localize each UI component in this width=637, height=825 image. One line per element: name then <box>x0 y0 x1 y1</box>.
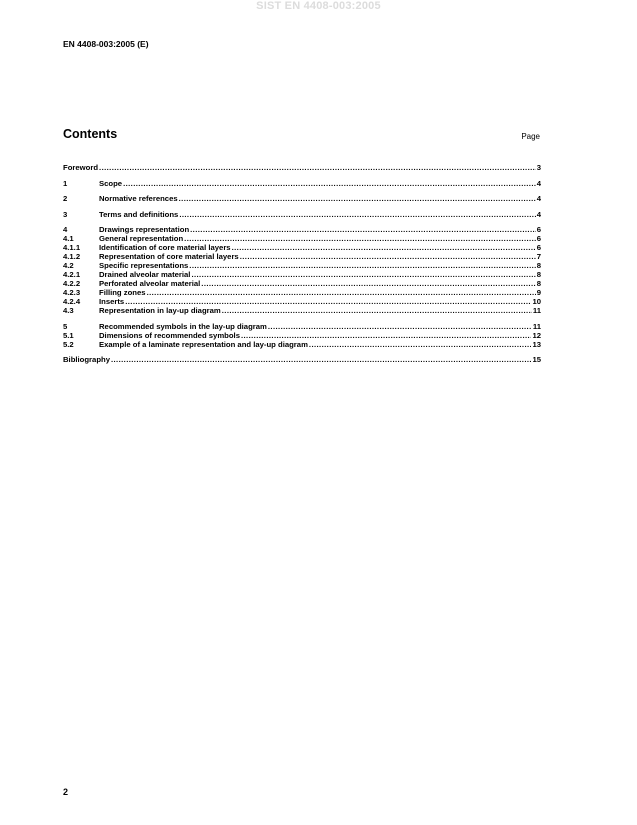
document-id: EN 4408-003:2005 (E) <box>63 39 149 49</box>
toc-title: Normative references <box>99 194 178 203</box>
toc-entry-bibliography[interactable] <box>63 355 541 364</box>
toc-number: 4.1 <box>63 234 74 243</box>
toc-page: 8 <box>536 270 541 279</box>
toc-entry-identification-core-layers[interactable] <box>63 243 541 252</box>
toc-page: 6 <box>536 234 541 243</box>
table-of-contents <box>63 163 541 364</box>
toc-leader <box>268 322 532 331</box>
toc-page: 11 <box>532 306 541 315</box>
toc-entry-representation-core-layers[interactable] <box>63 252 541 261</box>
toc-page: 7 <box>536 252 541 261</box>
toc-entry-normative-references[interactable] <box>63 194 541 203</box>
toc-page: 13 <box>532 339 541 349</box>
toc-entry-perforated-alveolar[interactable] <box>63 279 541 288</box>
toc-page: 6 <box>536 243 541 252</box>
toc-entry-drawings-representation[interactable] <box>63 225 541 234</box>
toc-title: Recommended symbols in the lay-up diagram <box>99 321 267 331</box>
toc-entry-drained-alveolar[interactable] <box>63 270 541 279</box>
toc-page: 11 <box>532 321 541 331</box>
toc-title: Foreword <box>63 163 99 172</box>
toc-number: 1 <box>63 178 68 188</box>
toc-leader <box>111 355 531 364</box>
toc-leader <box>232 243 536 252</box>
toc-leader <box>222 306 532 315</box>
toc-page: 10 <box>532 297 541 306</box>
toc-entry-general-representation[interactable] <box>63 234 541 243</box>
contents-title: Contents <box>63 127 118 141</box>
toc-leader <box>147 288 536 297</box>
toc-number: 4 <box>63 225 68 234</box>
toc-title: Example of a laminate representation and lay-up diagram <box>99 339 308 349</box>
toc-title: Terms and definitions <box>99 209 179 219</box>
toc-title: Scope <box>99 178 123 188</box>
toc-number: 4.1.1 <box>63 243 81 252</box>
toc-title: Dimensions of recommended symbols <box>99 330 240 340</box>
toc-title: Drained alveolar material <box>99 270 191 279</box>
toc-leader <box>191 270 535 279</box>
toc-title: Drawings representation <box>99 225 190 234</box>
toc-number: 5.2 <box>63 339 74 349</box>
watermark: SIST EN 4408-003:2005 <box>256 0 381 12</box>
toc-entry-foreword[interactable] <box>63 163 541 172</box>
toc-number: 2 <box>63 194 68 203</box>
toc-page: 4 <box>536 209 541 219</box>
toc-entry-specific-representations[interactable] <box>63 261 541 270</box>
toc-entry-scope[interactable] <box>63 179 541 188</box>
toc-page: 8 <box>536 261 541 270</box>
toc-leader <box>241 331 531 340</box>
toc-number: 4.2 <box>63 261 74 270</box>
toc-page: 6 <box>536 225 541 234</box>
toc-leader <box>201 279 535 288</box>
page-column-label: Page <box>521 132 540 141</box>
toc-entry-inserts[interactable] <box>63 297 541 306</box>
toc-entry-filling-zones[interactable] <box>63 288 541 297</box>
toc-leader <box>125 297 531 306</box>
toc-title: Filling zones <box>99 288 146 297</box>
toc-page: 8 <box>536 279 541 288</box>
toc-title: Specific representations <box>99 261 189 270</box>
toc-entry-terms-and-definitions[interactable] <box>63 210 541 219</box>
toc-title: Representation of core material layers <box>99 252 239 261</box>
page-number: 2 <box>63 787 69 797</box>
toc-page: 15 <box>532 355 541 364</box>
toc-number: 5 <box>63 321 68 331</box>
toc-title: Inserts <box>99 297 125 306</box>
toc-title: Representation in lay-up diagram <box>99 306 221 315</box>
toc-title: General representation <box>99 234 184 243</box>
toc-entry-recommended-symbols[interactable] <box>63 322 541 331</box>
toc-page: 4 <box>536 194 541 203</box>
toc-leader <box>179 194 536 203</box>
toc-leader <box>240 252 536 261</box>
toc-leader <box>123 179 536 188</box>
toc-page: 12 <box>532 330 541 340</box>
toc-entry-dimensions-symbols[interactable] <box>63 331 541 340</box>
toc-entry-example-laminate[interactable] <box>63 340 541 349</box>
toc-title: Perforated alveolar material <box>99 279 201 288</box>
toc-number: 5.1 <box>63 330 74 340</box>
toc-number: 4.2.1 <box>63 270 81 279</box>
toc-leader <box>184 234 536 243</box>
toc-title: Bibliography <box>63 355 110 364</box>
toc-number: 4.2.2 <box>63 279 81 288</box>
toc-page: 4 <box>536 178 541 188</box>
toc-number: 4.3 <box>63 306 74 315</box>
toc-title: Identification of core material layers <box>99 243 231 252</box>
toc-number: 3 <box>63 209 68 219</box>
toc-leader <box>309 340 532 349</box>
toc-leader <box>190 225 536 234</box>
toc-leader <box>99 163 536 172</box>
toc-number: 4.2.4 <box>63 297 81 306</box>
toc-number: 4.1.2 <box>63 252 81 261</box>
toc-leader <box>189 261 535 270</box>
toc-number: 4.2.3 <box>63 288 81 297</box>
toc-leader <box>179 210 535 219</box>
toc-page: 9 <box>536 288 541 297</box>
toc-page: 3 <box>536 163 541 172</box>
toc-entry-representation-layup[interactable] <box>63 306 541 315</box>
